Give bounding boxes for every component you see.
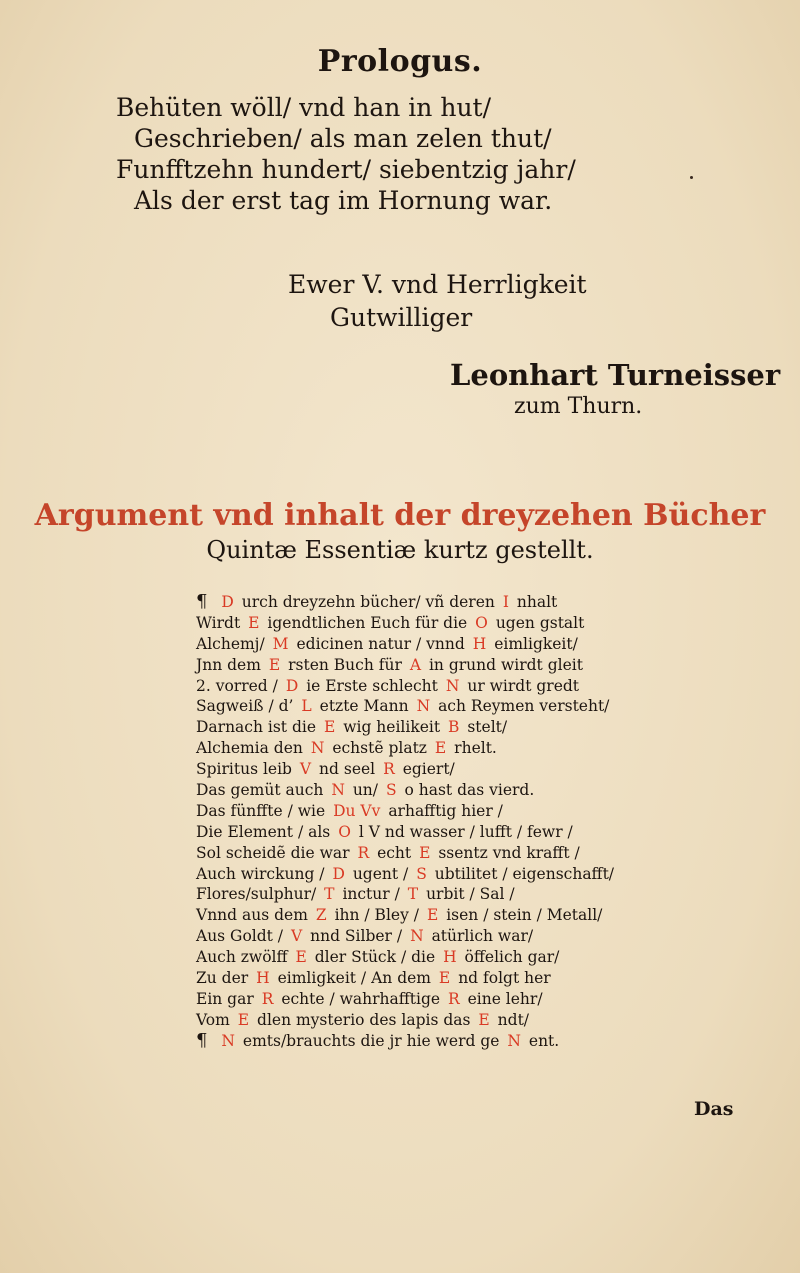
line-text: emts/brauchts die jr hie werd ge <box>242 1031 500 1050</box>
acrostic-letter: E <box>268 655 281 674</box>
line-text: Das gemüt auch <box>196 781 324 800</box>
acrostic-letter: D <box>221 593 234 611</box>
argument-line <box>196 801 614 822</box>
line-text: Aus Goldt / <box>196 927 284 946</box>
line-text: atürlich war/ <box>431 927 534 946</box>
acrostic-letter: R <box>357 843 370 862</box>
acrostic-letter: N <box>221 1031 235 1050</box>
line-text: stelt/ <box>467 718 508 737</box>
argument-line <box>196 738 614 759</box>
line-text: Sagweiß / d’ <box>196 697 294 716</box>
acrostic-letter: R <box>447 989 460 1008</box>
signature-line: Gutwilliger <box>330 303 473 332</box>
line-text: Auch wirckung / <box>196 864 325 883</box>
line-text: nd seel <box>319 760 376 779</box>
line-text: edicinen natur / vnnd <box>296 634 465 653</box>
line-text: echte / wahrhafftige <box>281 989 441 1008</box>
argument-line <box>196 696 614 717</box>
prologue-verse <box>116 92 576 216</box>
line-text: in grund wirdt gleit <box>428 655 583 674</box>
line-text: Zu der <box>196 969 249 988</box>
argument-line <box>196 1010 614 1031</box>
acrostic-letter: V <box>290 927 303 946</box>
acrostic-letter: O <box>475 613 488 632</box>
argument-line <box>196 968 614 989</box>
line-text: ubtilitet / eigenschafft/ <box>434 864 615 883</box>
argument-line <box>196 759 614 780</box>
line-text: nhalt <box>516 593 558 611</box>
argument-line <box>196 947 614 968</box>
acrostic-letter: H <box>256 969 270 988</box>
line-text: echt <box>377 843 412 862</box>
pilcrow-mark: ¶ <box>196 591 208 612</box>
verse-line: Als der erst tag im Hornung war. <box>134 186 553 215</box>
line-text: ihn / Bley / <box>334 906 419 925</box>
line-text: isen / stein / Metall/ <box>446 906 603 925</box>
line-text: arhafftig hier / <box>388 801 503 820</box>
line-text: etzte Mann <box>319 697 409 716</box>
acrostic-letter: T <box>407 885 419 904</box>
argument-line <box>196 884 614 905</box>
argument-line <box>196 613 614 634</box>
line-text: Vom <box>196 1010 230 1029</box>
argument-line <box>196 843 614 864</box>
verse-line: Geschrieben/ als man zelen thut/ <box>134 124 552 153</box>
acrostic-letter: N <box>310 739 325 758</box>
argument-subtitle: Quintæ Essentiæ kurtz gestellt. <box>206 536 594 564</box>
line-text: Das fünffte / wie <box>196 801 326 820</box>
line-text: igendtlichen Euch für die <box>267 613 468 632</box>
line-text: ssentz vnd krafft / <box>438 843 580 862</box>
acrostic-letter: O <box>338 822 351 841</box>
argument-line <box>196 822 614 843</box>
argument-line <box>196 676 614 697</box>
acrostic-letter: I <box>502 593 509 611</box>
line-text: nd folgt her <box>458 969 551 988</box>
acrostic-letter: E <box>434 739 447 758</box>
argument-line <box>196 717 614 738</box>
acrostic-letter: E <box>323 718 336 737</box>
acrostic-letter: E <box>438 969 451 988</box>
acrostic-letter: E <box>419 843 431 862</box>
line-text: dlen mysterio des lapis das <box>257 1010 471 1029</box>
line-text: Darnach ist die <box>196 718 317 737</box>
line-text: urch dreyzehn bücher/ vñ deren <box>241 593 495 611</box>
acrostic-letter: H <box>472 634 487 653</box>
acrostic-letter: E <box>426 906 439 925</box>
acrostic-letter: Du Vv <box>333 801 381 820</box>
argument-line <box>196 1031 614 1052</box>
acrostic-letter: Z <box>315 906 327 925</box>
acrostic-letter: N <box>445 676 460 695</box>
argument-line <box>196 905 614 926</box>
acrostic-letter: E <box>237 1010 250 1029</box>
acrostic-letter: L <box>301 697 312 716</box>
acrostic-letter: N <box>331 781 345 800</box>
argument-line <box>196 634 614 655</box>
argument-line <box>196 989 614 1010</box>
acrostic-letter: R <box>261 989 274 1008</box>
line-text: Wirdt <box>196 613 241 632</box>
acrostic-letter: S <box>416 864 427 883</box>
line-text: Auch zwölff <box>196 948 288 967</box>
line-text: rhelt. <box>454 739 497 758</box>
author-name: Leonhart Turneisser <box>450 358 781 392</box>
argument-line <box>196 592 614 613</box>
acrostic-letter: A <box>409 655 422 674</box>
verse-line: Funfftzehn hundert/ siebentzig jahr/ <box>116 155 576 184</box>
line-text: rsten Buch für <box>288 655 402 674</box>
acrostic-letter: V <box>299 760 312 779</box>
acrostic-letter: N <box>416 697 431 716</box>
line-text: l V nd wasser / lufft / fewr / <box>358 822 573 841</box>
line-text: eine lehr/ <box>467 989 543 1008</box>
line-text: Die Element / als <box>196 822 331 841</box>
line-text: echstẽ platz <box>332 739 427 758</box>
acrostic-letter: D <box>332 864 345 883</box>
line-text: Vnnd aus dem <box>196 906 308 925</box>
line-text: urbit / Sal / <box>426 885 515 904</box>
acrostic-letter: S <box>385 781 397 800</box>
signature-line: Ewer V. vnd Herrligkeit <box>288 270 587 299</box>
line-text: öffelich gar/ <box>464 948 560 967</box>
line-text: dler Stück / die <box>314 948 436 967</box>
acrostic-letter: N <box>507 1031 521 1050</box>
acrostic-letter: E <box>478 1010 490 1029</box>
line-text: inctur / <box>342 885 400 904</box>
line-text: un/ <box>352 781 378 800</box>
line-text: ndt/ <box>497 1010 530 1029</box>
line-text: eimligkeit / An dem <box>277 969 431 988</box>
argument-verse <box>196 592 614 1052</box>
acrostic-letter: M <box>272 634 289 653</box>
line-text: wig heilikeit <box>343 718 441 737</box>
line-text: ugent / <box>352 864 409 883</box>
acrostic-letter: D <box>285 676 299 695</box>
line-text: Ein gar <box>196 989 254 1008</box>
line-text: Alchemj/ <box>196 634 265 653</box>
argument-line <box>196 864 614 885</box>
line-text: nnd Silber / <box>310 927 403 946</box>
line-text: ent. <box>528 1031 560 1050</box>
line-text: Flores/sulphur/ <box>196 885 317 904</box>
signature-block <box>288 268 587 334</box>
line-text: o hast das vierd. <box>404 781 535 800</box>
prologue-heading: Prologus. <box>317 44 483 79</box>
line-text: Sol scheidẽ die war <box>196 843 350 862</box>
ink-speck <box>690 176 693 179</box>
acrostic-letter: R <box>383 760 395 779</box>
line-text: Alchemia den <box>196 739 303 758</box>
acrostic-letter: E <box>248 613 260 632</box>
argument-line <box>196 926 614 947</box>
acrostic-letter: H <box>443 948 457 967</box>
catchword: Das <box>694 1098 734 1120</box>
line-text: ugen gstalt <box>495 613 585 632</box>
line-text: ur wirdt gredt <box>467 676 580 695</box>
line-text: eimligkeit/ <box>494 634 578 653</box>
line-text: ach Reymen versteht/ <box>438 697 610 716</box>
line-text: ie Erste schlecht <box>306 676 438 695</box>
line-text: Spiritus leib <box>196 760 292 779</box>
acrostic-letter: T <box>324 885 335 904</box>
author-place: zum Thurn. <box>514 394 643 419</box>
line-text: Jnn dem <box>196 655 261 674</box>
line-text: egiert/ <box>402 760 455 779</box>
argument-line <box>196 655 614 676</box>
bleed-through-text <box>440 1100 446 1124</box>
acrostic-letter: B <box>448 718 460 737</box>
line-text: 2. vorred / <box>196 676 278 695</box>
argument-line <box>196 780 614 801</box>
argument-title: Argument vnd inhalt der dreyzehen Bücher <box>34 498 766 533</box>
acrostic-letter: E <box>295 948 307 967</box>
verse-line: Behüten wöll/ vnd han in hut/ <box>116 93 492 122</box>
acrostic-letter: N <box>410 927 424 946</box>
pilcrow-mark: ¶ <box>196 1029 208 1051</box>
